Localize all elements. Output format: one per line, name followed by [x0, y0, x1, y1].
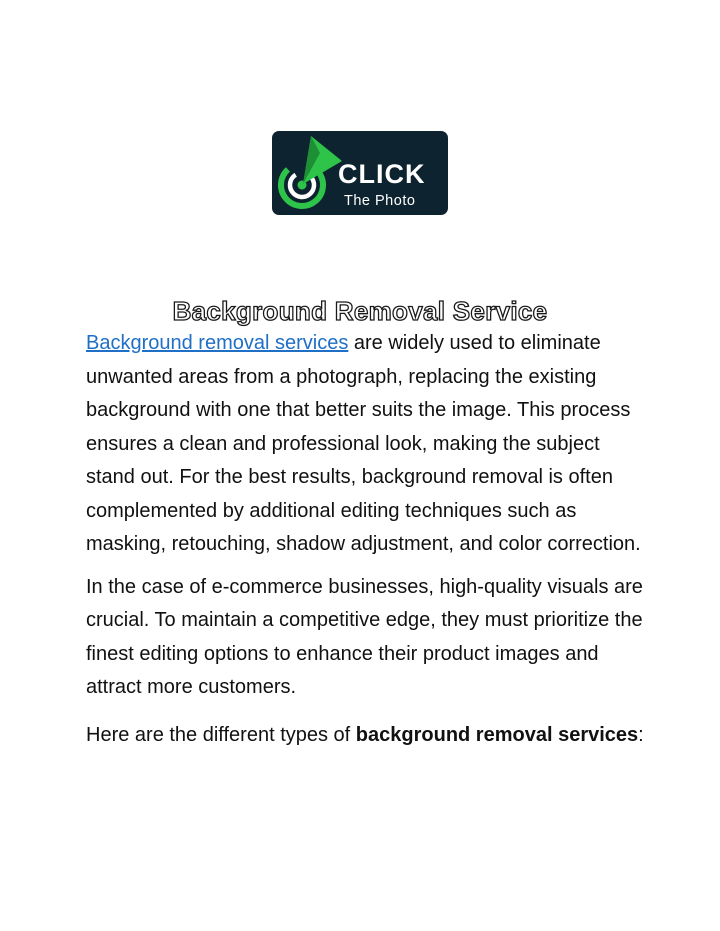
types-intro-bold: background removal services: [355, 723, 639, 746]
types-intro-lead: Here are the different types of: [86, 723, 356, 746]
background-removal-services-link[interactable]: Background removal services: [86, 332, 349, 354]
click-the-photo-logo: [272, 131, 448, 215]
article-body: [86, 327, 646, 765]
logo-click-text: CLICK: [338, 159, 426, 189]
page-title: Background Removal Service: [172, 296, 548, 327]
types-intro-paragraph: [86, 714, 646, 756]
logo-the-photo-text: The Photo: [344, 193, 416, 209]
types-intro-trail: :: [638, 723, 644, 746]
intro-paragraph-text: are widely used to eliminate unwanted areas from a photograph, replacing the existing background with one that better suits the image. This process ensures a clean and professional look, making the subject stand out. For the best results, background removal is often complemented by additional editing techniques such as masking, retouching, shadow adjustment, and color correction.: [86, 332, 641, 555]
ecommerce-paragraph: In the case of e-commerce businesses, high-quality visuals are crucial. To maintain a competitive edge, they must prioritize the finest editing options to enhance their product images and attract more customers.: [86, 575, 643, 698]
intro-paragraph: [86, 327, 646, 562]
